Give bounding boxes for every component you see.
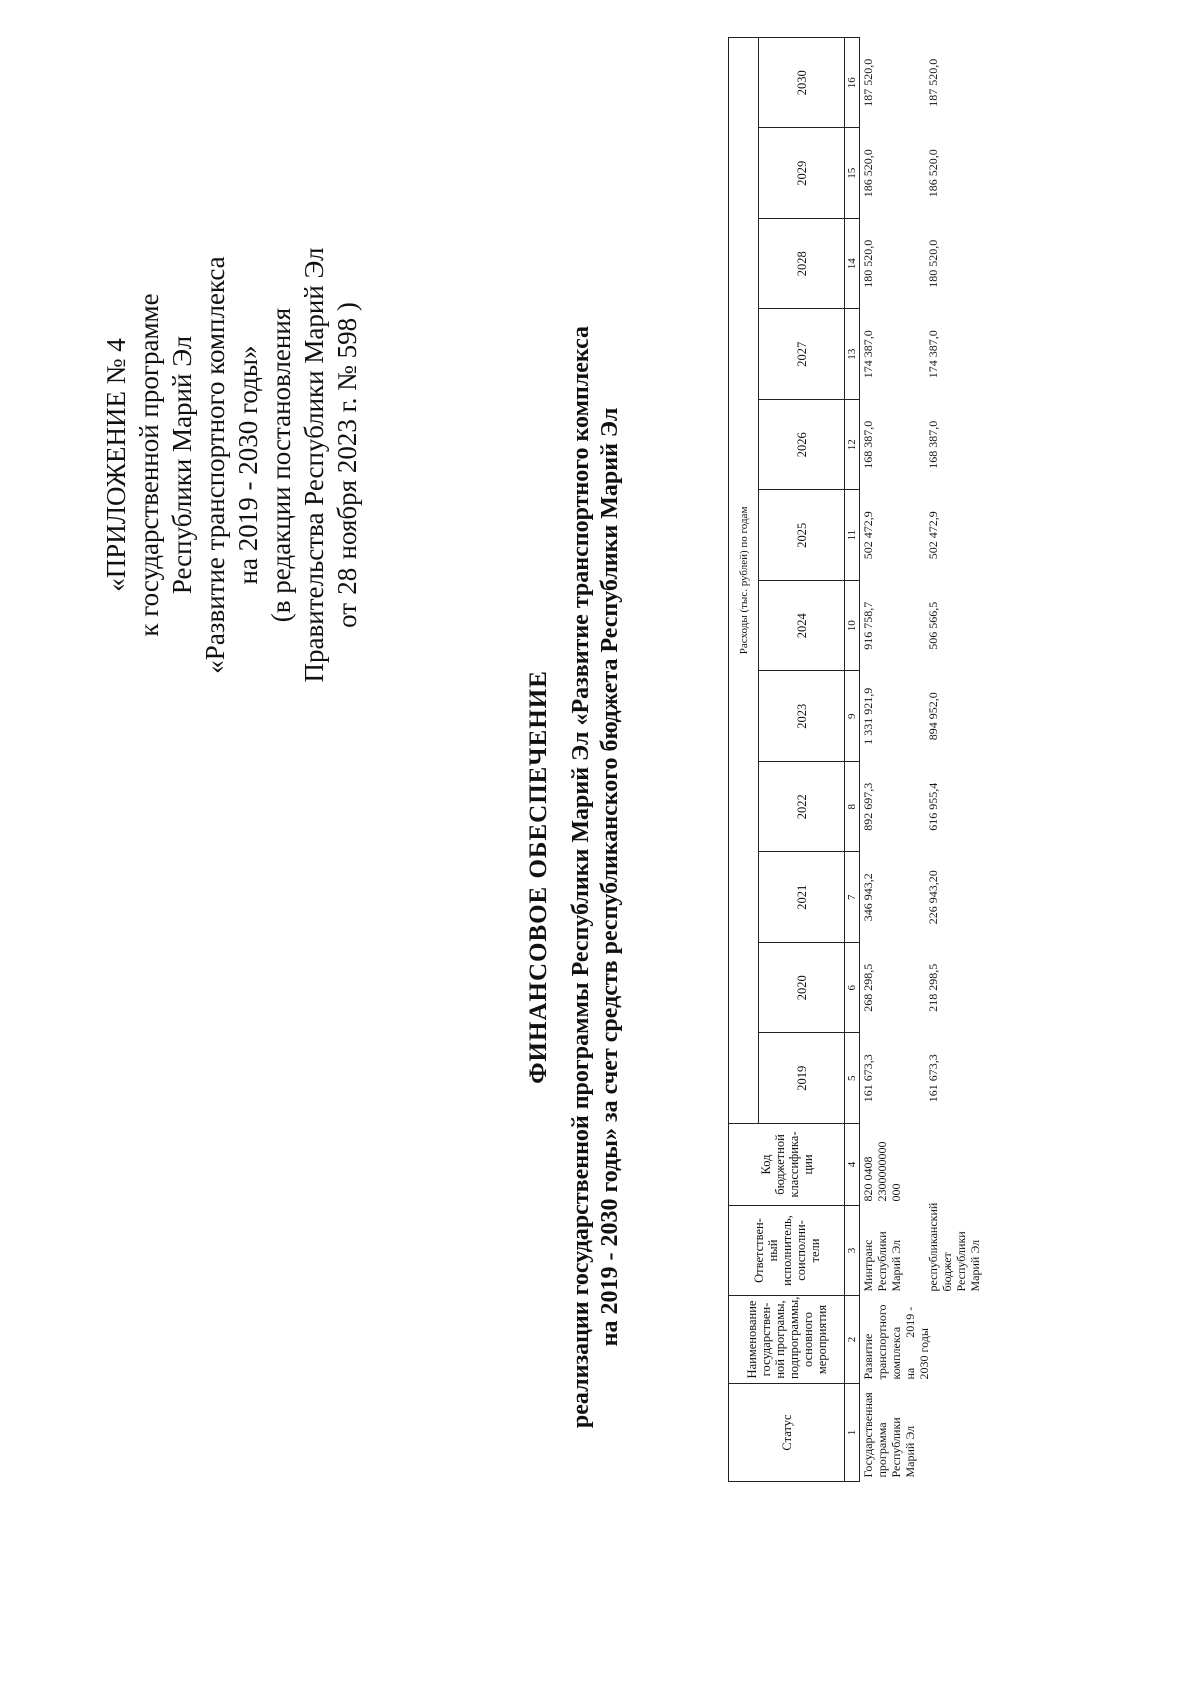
row-funding-source: республиканский бюджет Республики Марий Эл: [926, 1202, 982, 1292]
year-header: 2024: [759, 581, 845, 672]
closing-paren: ): [332, 302, 362, 312]
value-cell: 218 298,5: [926, 963, 940, 1012]
value-cell: 226 943,20: [926, 870, 940, 925]
value-cell: 174 387,0: [861, 330, 875, 379]
table-row: [860, 37, 905, 1481]
year-header: 2020: [759, 943, 845, 1034]
value-cell: 168 387,0: [861, 420, 875, 469]
table-row: [904, 37, 983, 1481]
year-header: 2021: [759, 852, 845, 943]
year-header: 2030: [759, 37, 845, 128]
column-number: 3: [845, 1206, 860, 1296]
document-subtitle-line2: на 2019 - 2030 годы» за счет средств республиканского бюджета Республики Марий Эл: [597, 407, 623, 1347]
column-number: 11: [845, 490, 860, 581]
value-cell: 186 520,0: [861, 149, 875, 198]
value-cell: 180 520,0: [926, 239, 940, 288]
column-number: 5: [845, 1033, 860, 1124]
appendix-line: на 2019 - 2030 годы»: [233, 345, 263, 585]
header-name: Наименование государствен-ной програмы, подпрограммы, основного мероприятия: [729, 1296, 845, 1384]
column-number: 15: [845, 128, 860, 219]
appendix-line: (в редакции постановления: [266, 307, 296, 623]
value-cell: 892 697,3: [861, 782, 875, 831]
row-kbk: 820 0408 2300000000 000: [861, 1141, 903, 1202]
value-cell: 502 472,9: [861, 511, 875, 560]
year-header: 2022: [759, 762, 845, 853]
row-name-line: Развитие: [861, 1333, 875, 1380]
value-cell: 616 955,4: [926, 782, 940, 831]
year-header: 2019: [759, 1033, 845, 1124]
value-cell: 506 566,5: [926, 601, 940, 650]
row-name: [860, 1296, 984, 1384]
column-number: 13: [845, 309, 860, 400]
value-cell: 346 943,2: [861, 873, 875, 922]
document-title: ФИНАНСОВОЕ ОБЕСПЕЧЕНИЕ: [525, 670, 552, 1084]
header-expenses: Расходы (тыс. рублей) по годам: [729, 37, 759, 1123]
row-name-line: на 2019 -: [903, 1306, 917, 1380]
date-day: 28: [332, 567, 362, 595]
row-name-line: комплекса: [889, 1326, 903, 1380]
appendix-line: Правительства Республики Марий Эл: [299, 247, 329, 683]
column-number: 7: [845, 852, 860, 943]
value-cell: 174 387,0: [926, 330, 940, 379]
column-number: 1: [845, 1384, 860, 1482]
value-cell: 916 758,7: [861, 601, 875, 650]
value-cell: 502 472,9: [926, 511, 940, 560]
appendix-date-line: [331, 165, 364, 765]
row-name-line: транспортного: [875, 1304, 889, 1380]
year-header: 2023: [759, 671, 845, 762]
column-number: 2: [845, 1296, 860, 1384]
appendix-block: [100, 165, 364, 765]
column-number: 8: [845, 762, 860, 853]
column-number: 6: [845, 943, 860, 1034]
financing-table: [728, 37, 983, 1482]
header-kbk: Код бюджетной классифика-ции: [729, 1124, 845, 1206]
year-header: 2027: [759, 309, 845, 400]
column-number: 14: [845, 219, 860, 310]
document-subtitle-line1: реализации государственной программы Республики Марий Эл «Развитие транспортного комплекса: [568, 325, 594, 1429]
value-cell: 894 952,0: [926, 692, 940, 741]
appendix-line: «ПРИЛОЖЕНИЕ № 4: [101, 338, 131, 592]
column-number: 4: [845, 1124, 860, 1206]
appendix-line: Республики Марий Эл: [167, 335, 197, 595]
column-number: 9: [845, 671, 860, 762]
date-prefix: от: [332, 602, 362, 628]
value-cell: 161 673,3: [926, 1054, 940, 1103]
year-header: 2025: [759, 490, 845, 581]
value-cell: 168 387,0: [926, 420, 940, 469]
appendix-line: к государственной программе: [134, 293, 164, 637]
value-cell: 1 331 921,9: [861, 687, 875, 745]
value-cell: 186 520,0: [926, 149, 940, 198]
value-cell: 187 520,0: [926, 58, 940, 107]
column-number: 12: [845, 400, 860, 491]
date-month-year: ноября 2023 г. №: [332, 365, 362, 560]
header-responsible: Ответствен-ный исполнитель, соисполни-тели: [729, 1206, 845, 1296]
year-header: 2028: [759, 219, 845, 310]
header-status: Статус: [729, 1384, 845, 1482]
row-responsible: Минтранс Республики Марий Эл: [861, 1231, 903, 1292]
document-heading: [525, 117, 625, 1637]
value-cell: 161 673,3: [861, 1054, 875, 1103]
column-number: 10: [845, 581, 860, 672]
row-kbk-empty: [904, 1124, 983, 1206]
appendix-line: «Развитие транспортного комплекса: [200, 256, 230, 674]
value-cell: 187 520,0: [861, 58, 875, 107]
year-header: 2029: [759, 128, 845, 219]
column-number: 16: [845, 37, 860, 128]
year-header: 2026: [759, 400, 845, 491]
row-status: Государственная программа Республики Марий Эл: [861, 1392, 917, 1478]
row-name-line: 2030 годы: [917, 1328, 931, 1380]
document-number: 598: [332, 317, 362, 359]
value-cell: 268 298,5: [861, 963, 875, 1012]
value-cell: 180 520,0: [861, 239, 875, 288]
